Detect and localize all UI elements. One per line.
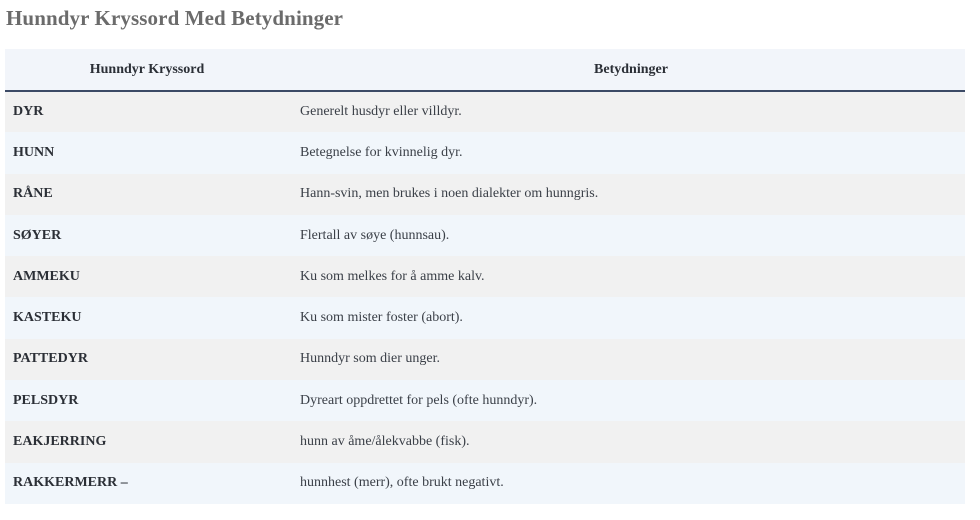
table-row [5,297,965,338]
table-row [5,215,965,256]
table-header-row [5,49,965,91]
table-body [5,91,965,504]
word-cell: KASTEKU [13,310,82,326]
word-cell: RÅNE [13,186,53,202]
word-cell: RAKKERMERR – [13,475,128,491]
table-row [5,339,965,380]
word-cell: PATTEDYR [13,351,88,367]
column-header-meaning: Betydninger [297,49,965,91]
table-row [5,91,965,132]
word-cell: AMMEKU [13,268,80,284]
word-table-container [5,49,965,504]
meaning-cell: Betegnelse for kvinnelig dyr. [300,144,463,160]
table-row [5,463,965,504]
table-header [5,49,965,91]
word-cell: HUNN [13,144,55,160]
table-row [5,380,965,421]
table-row [5,256,965,297]
word-cell: EAKJERRING [13,434,107,450]
word-table [5,49,965,504]
meaning-cell: Ku som mister foster (abort). [300,310,463,326]
table-row [5,421,965,462]
word-cell: PELSDYR [13,392,79,408]
meaning-cell: Generelt husdyr eller villdyr. [300,104,462,120]
table-row [5,132,965,173]
meaning-cell: Dyreart oppdrettet for pels (ofte hunndyr). [300,392,538,408]
meaning-cell: hunn av åme/ålekvabbe (fisk). [300,434,470,450]
meaning-cell: Ku som melkes for å amme kalv. [300,268,485,284]
word-cell: DYR [13,104,44,120]
page-title: Hunndyr Kryssord Med Betydninger [6,6,344,30]
meaning-cell: Hunndyr som dier unger. [300,351,440,367]
table-row [5,174,965,215]
meaning-cell: hunnhest (merr), ofte brukt negativt. [300,475,504,491]
meaning-cell: Hann-svin, men brukes i noen dialekter om hunngris. [300,186,599,202]
word-cell: SØYER [13,227,62,243]
meaning-cell: Flertall av søye (hunnsau). [300,227,450,243]
column-header-word: Hunndyr Kryssord [5,49,297,91]
